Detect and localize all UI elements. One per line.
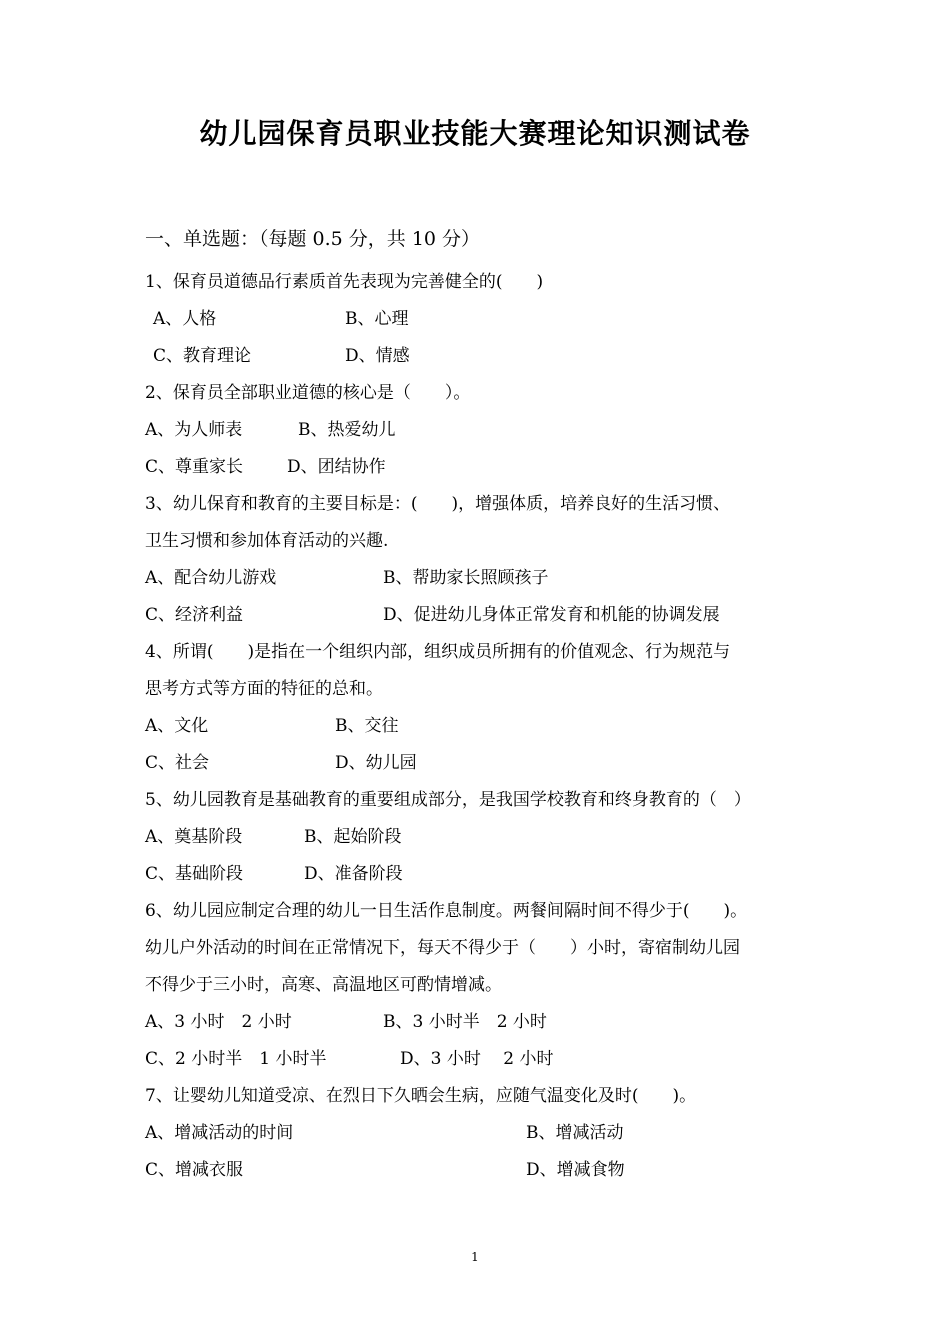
page-title: 幼儿园保育员职业技能大赛理论知识测试卷 [199, 117, 751, 150]
option-row [145, 412, 810, 449]
answer-option: C、增减衣服 [145, 1160, 244, 1180]
page-number: 1 [471, 1250, 479, 1264]
answer-option: A、奠基阶段 [145, 827, 243, 847]
answer-option: D、增减食物 [526, 1160, 625, 1180]
answer-option: C、经济利益 [145, 605, 244, 625]
option-row [145, 560, 810, 597]
answer-option: D、团结协作 [287, 457, 386, 477]
option-row [145, 708, 810, 745]
question-text: 幼儿户外活动的时间在正常情况下，每天不得少于（ ）小时，寄宿制幼儿园 [145, 938, 740, 958]
answer-option: D、促进幼儿身体正常发育和机能的协调发展 [383, 605, 720, 625]
section-heading: 一、单选题：（每题 0.5 分，共 10 分） [145, 228, 481, 250]
question-text: 思考方式等方面的特征的总和。 [145, 679, 383, 699]
option-row [145, 1004, 810, 1041]
answer-option: B、热爱幼儿 [298, 420, 396, 440]
question-text: 卫生习惯和参加体育活动的兴趣. [145, 531, 389, 551]
answer-option: A、3 小时 2 小时 [145, 1012, 292, 1032]
answer-option: D、情感 [345, 346, 410, 366]
answer-option: A、为人师表 [145, 420, 243, 440]
option-row [145, 449, 810, 486]
option-row [145, 1152, 810, 1189]
question-text: 1、保育员道德品行素质首先表现为完善健全的( ) [145, 272, 544, 292]
question-list [145, 264, 810, 1189]
answer-option: C、基础阶段 [145, 864, 244, 884]
answer-option: D、幼儿园 [335, 753, 417, 773]
answer-option: B、3 小时半 2 小时 [383, 1012, 547, 1032]
option-row [145, 819, 810, 856]
question-text: 5、幼儿园教育是基础教育的重要组成部分，是我国学校教育和终身教育的（ ） [145, 790, 751, 810]
answer-option: C、教育理论 [153, 346, 252, 366]
option-row [145, 597, 810, 634]
option-row [145, 301, 810, 338]
question-text: 4、所谓( )是指在一个组织内部，组织成员所拥有的价值观念、行为规范与 [145, 642, 731, 662]
answer-option: D、准备阶段 [304, 864, 403, 884]
answer-option: A、文化 [145, 716, 209, 736]
answer-option: B、起始阶段 [304, 827, 402, 847]
answer-option: A、配合幼儿游戏 [145, 568, 277, 588]
option-row [145, 1115, 810, 1152]
question-text: 3、幼儿保育和教育的主要目标是：( )，增强体质，培养良好的生活习惯、 [145, 494, 731, 514]
answer-option: B、帮助家长照顾孩子 [383, 568, 549, 588]
answer-option: B、交往 [335, 716, 399, 736]
answer-option: B、增减活动 [526, 1123, 624, 1143]
option-row [145, 1041, 810, 1078]
answer-option: C、社会 [145, 753, 210, 773]
option-row [145, 856, 810, 893]
question-text: 7、让婴幼儿知道受凉、在烈日下久晒会生病，应随气温变化及时( )。 [145, 1086, 697, 1106]
answer-option: B、心理 [345, 309, 409, 329]
answer-option: A、人格 [153, 309, 217, 329]
answer-option: A、增减活动的时间 [145, 1123, 294, 1143]
question-text: 不得少于三小时，高寒、高温地区可酌情增减。 [145, 975, 502, 995]
answer-option: C、2 小时半 1 小时半 [145, 1049, 327, 1069]
option-row [145, 745, 810, 782]
question-text: 2、保育员全部职业道德的核心是（ ）。 [145, 383, 471, 403]
answer-option: D、3 小时 2 小时 [400, 1049, 554, 1069]
option-row [145, 338, 810, 375]
question-text: 6、幼儿园应制定合理的幼儿一日生活作息制度。两餐间隔时间不得少于( )。 [145, 901, 748, 921]
answer-option: C、尊重家长 [145, 457, 244, 477]
